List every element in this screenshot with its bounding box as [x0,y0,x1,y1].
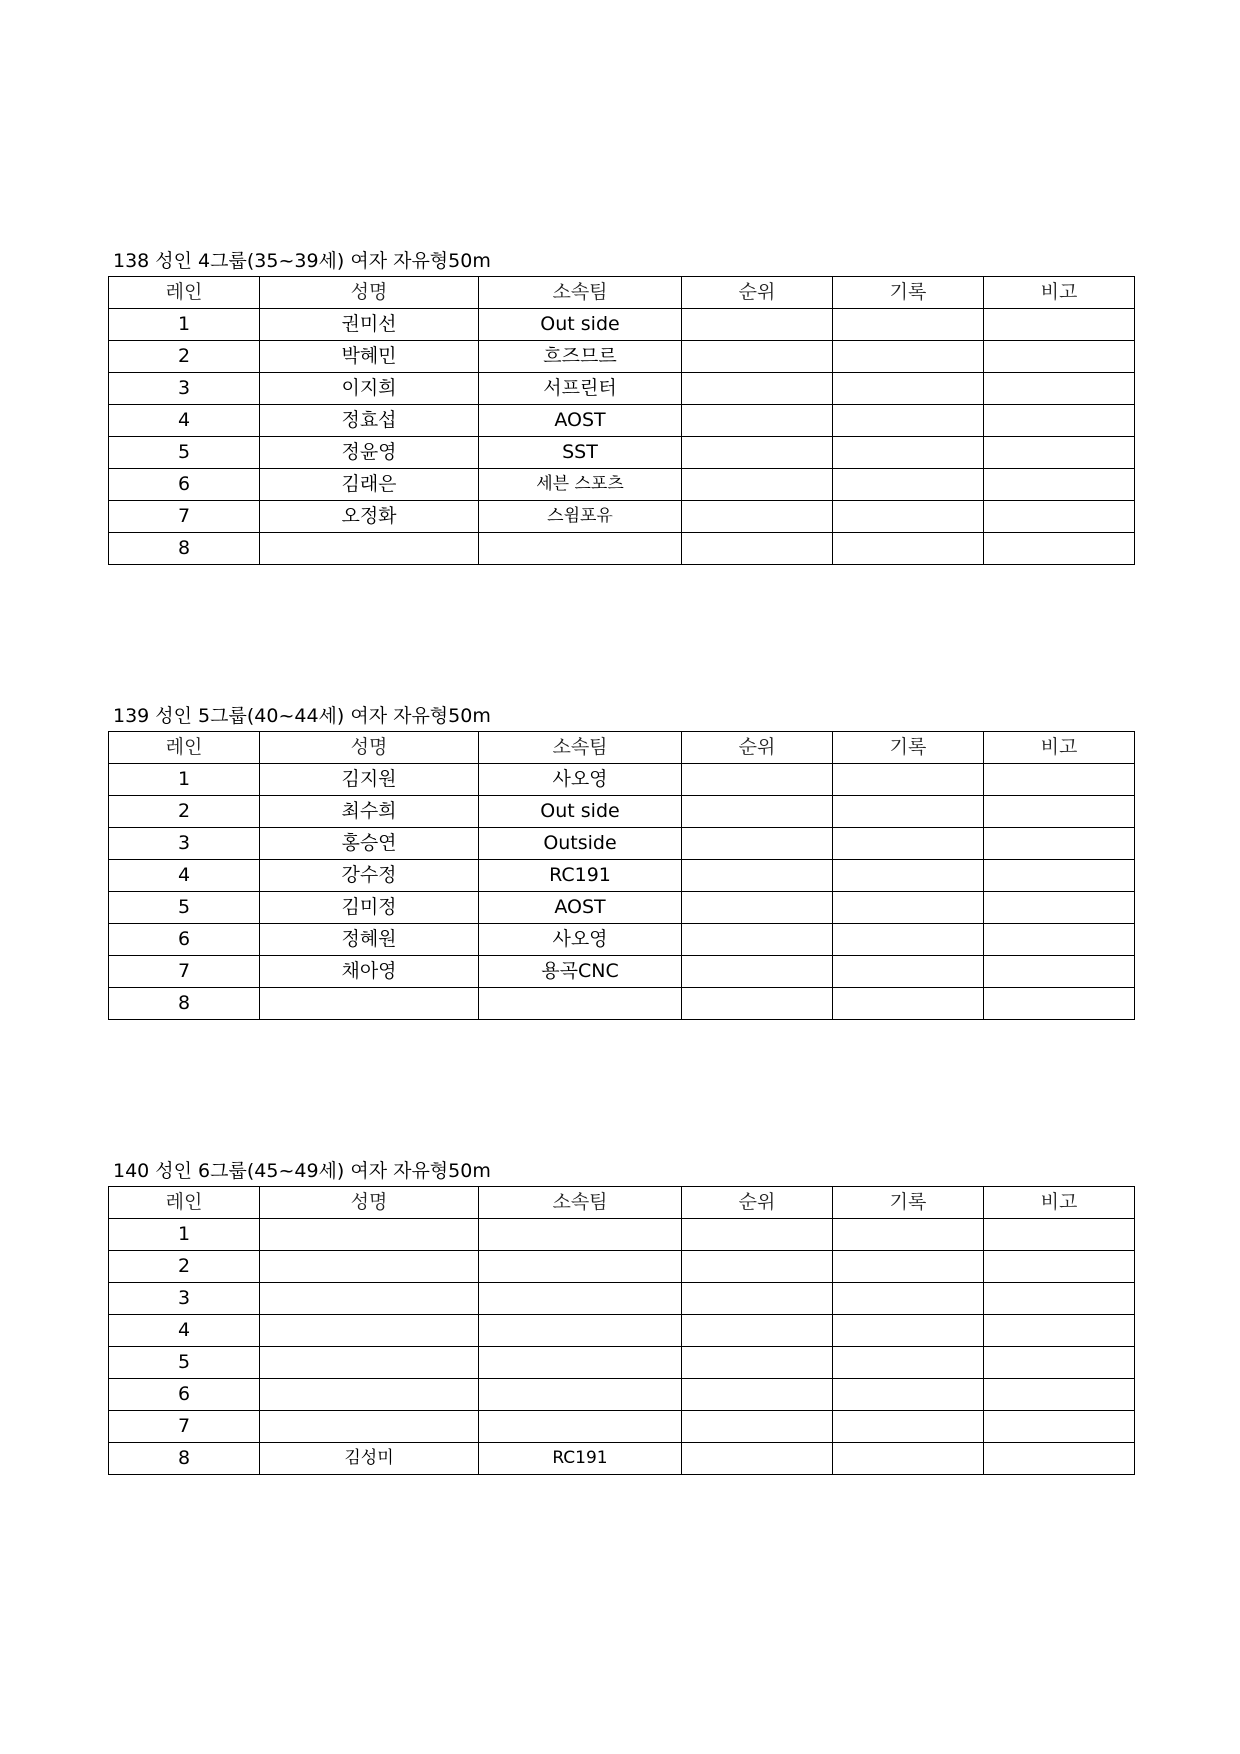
cell-record [833,309,984,341]
cell-rank [682,1347,833,1379]
table-row [109,956,1135,988]
cell-rank [682,956,833,988]
column-header-lane: 레인 [109,732,260,764]
cell-record [833,373,984,405]
cell-name [260,533,479,565]
cell-rank [682,892,833,924]
column-header-record: 기록 [833,1187,984,1219]
column-header-note: 비고 [984,277,1135,309]
cell-name: 이지희 [260,373,479,405]
event-section [108,1160,1134,1475]
cell-note [984,405,1135,437]
cell-note [984,1315,1135,1347]
table-row [109,1411,1135,1443]
cell-lane: 2 [109,341,260,373]
cell-team: RC191 [479,1443,682,1475]
cell-name [260,1315,479,1347]
cell-team [479,1347,682,1379]
cell-record [833,924,984,956]
event-title: 140 성인 6그룹(45~49세) 여자 자유형50m [113,1160,491,1182]
cell-lane: 8 [109,533,260,565]
cell-note [984,373,1135,405]
cell-record [833,1443,984,1475]
cell-lane: 8 [109,1443,260,1475]
cell-name: 오정화 [260,501,479,533]
cell-name: 김미정 [260,892,479,924]
event-title: 139 성인 5그룹(40~44세) 여자 자유형50m [113,705,491,727]
cell-record [833,1219,984,1251]
cell-team: Out side [479,796,682,828]
cell-lane: 3 [109,828,260,860]
table-row [109,501,1135,533]
cell-note [984,892,1135,924]
cell-name: 정효섭 [260,405,479,437]
cell-note [984,796,1135,828]
column-header-record: 기록 [833,277,984,309]
cell-team: AOST [479,405,682,437]
table-row [109,1251,1135,1283]
cell-lane: 1 [109,309,260,341]
cell-note [984,309,1135,341]
cell-name [260,1379,479,1411]
cell-lane: 5 [109,892,260,924]
cell-team: RC191 [479,860,682,892]
cell-name [260,1347,479,1379]
cell-team: 흐즈므르 [479,341,682,373]
column-header-team: 소속팀 [479,277,682,309]
cell-name: 김성미 [260,1443,479,1475]
column-header-team: 소속팀 [479,732,682,764]
event-section [108,250,1134,565]
cell-lane: 5 [109,1347,260,1379]
cell-team: 용곡CNC [479,956,682,988]
table-row [109,924,1135,956]
cell-note [984,1379,1135,1411]
cell-lane: 1 [109,764,260,796]
column-header-note: 비고 [984,1187,1135,1219]
table-header-row [109,732,1135,764]
cell-team: 세븐 스포츠 [479,469,682,501]
column-header-rank: 순위 [682,732,833,764]
table-row [109,988,1135,1020]
cell-record [833,956,984,988]
cell-rank [682,1315,833,1347]
table-row [109,764,1135,796]
column-header-lane: 레인 [109,1187,260,1219]
cell-record [833,860,984,892]
cell-rank [682,1379,833,1411]
cell-team [479,1251,682,1283]
cell-record [833,1347,984,1379]
heat-table [108,1186,1135,1475]
table-header-row [109,1187,1135,1219]
cell-team: 스윔포유 [479,501,682,533]
event-title: 138 성인 4그룹(35~39세) 여자 자유형50m [113,250,491,272]
table-row [109,1283,1135,1315]
cell-note [984,1251,1135,1283]
cell-note [984,956,1135,988]
cell-rank [682,828,833,860]
cell-lane: 6 [109,469,260,501]
cell-rank [682,437,833,469]
cell-name: 김래은 [260,469,479,501]
cell-note [984,437,1135,469]
cell-name: 강수정 [260,860,479,892]
cell-team [479,988,682,1020]
table-row [109,860,1135,892]
column-header-lane: 레인 [109,277,260,309]
cell-rank [682,1219,833,1251]
cell-rank [682,373,833,405]
cell-name: 정윤영 [260,437,479,469]
cell-rank [682,469,833,501]
cell-record [833,1251,984,1283]
cell-team: Out side [479,309,682,341]
cell-team: AOST [479,892,682,924]
table-row [109,533,1135,565]
cell-team [479,1379,682,1411]
cell-record [833,341,984,373]
cell-note [984,1411,1135,1443]
cell-rank [682,764,833,796]
cell-note [984,764,1135,796]
cell-name [260,1283,479,1315]
cell-rank [682,533,833,565]
cell-record [833,1379,984,1411]
cell-note [984,1283,1135,1315]
cell-rank [682,988,833,1020]
cell-record [833,437,984,469]
cell-lane: 4 [109,860,260,892]
table-row [109,1379,1135,1411]
cell-lane: 4 [109,405,260,437]
cell-team [479,1315,682,1347]
table-row [109,469,1135,501]
column-header-note: 비고 [984,732,1135,764]
cell-record [833,988,984,1020]
cell-name: 채아영 [260,956,479,988]
table-row [109,828,1135,860]
cell-name [260,1411,479,1443]
cell-rank [682,341,833,373]
cell-rank [682,1283,833,1315]
table-row [109,1443,1135,1475]
cell-name [260,1219,479,1251]
cell-record [833,892,984,924]
cell-lane: 3 [109,373,260,405]
cell-record [833,796,984,828]
cell-record [833,1411,984,1443]
cell-team [479,1411,682,1443]
cell-team: Outside [479,828,682,860]
cell-rank [682,405,833,437]
cell-note [984,341,1135,373]
column-header-name: 성명 [260,732,479,764]
cell-lane: 1 [109,1219,260,1251]
cell-rank [682,1443,833,1475]
cell-rank [682,1251,833,1283]
cell-name: 최수희 [260,796,479,828]
cell-record [833,533,984,565]
cell-rank [682,796,833,828]
cell-team [479,533,682,565]
cell-note [984,860,1135,892]
column-header-record: 기록 [833,732,984,764]
cell-lane: 6 [109,924,260,956]
column-header-rank: 순위 [682,1187,833,1219]
cell-lane: 2 [109,1251,260,1283]
cell-record [833,469,984,501]
cell-lane: 3 [109,1283,260,1315]
cell-name [260,1251,479,1283]
cell-name: 홍승연 [260,828,479,860]
column-header-name: 성명 [260,277,479,309]
cell-lane: 2 [109,796,260,828]
table-row [109,309,1135,341]
cell-team [479,1283,682,1315]
cell-record [833,828,984,860]
column-header-rank: 순위 [682,277,833,309]
cell-lane: 7 [109,1411,260,1443]
heat-table [108,276,1135,565]
table-row [109,892,1135,924]
cell-name [260,988,479,1020]
cell-rank [682,309,833,341]
cell-rank [682,924,833,956]
cell-lane: 4 [109,1315,260,1347]
cell-record [833,764,984,796]
cell-record [833,1283,984,1315]
cell-team: SST [479,437,682,469]
cell-name: 김지원 [260,764,479,796]
table-header-row [109,277,1135,309]
cell-name: 권미선 [260,309,479,341]
cell-rank [682,1411,833,1443]
cell-lane: 5 [109,437,260,469]
cell-record [833,501,984,533]
cell-rank [682,860,833,892]
table-row [109,373,1135,405]
cell-team: 서프린터 [479,373,682,405]
cell-lane: 6 [109,1379,260,1411]
table-row [109,1219,1135,1251]
cell-lane: 8 [109,988,260,1020]
heat-table [108,731,1135,1020]
cell-rank [682,501,833,533]
table-row [109,341,1135,373]
table-row [109,1315,1135,1347]
cell-note [984,828,1135,860]
cell-record [833,1315,984,1347]
cell-note [984,469,1135,501]
cell-note [984,533,1135,565]
cell-note [984,1219,1135,1251]
event-section [108,705,1134,1020]
cell-name: 정혜원 [260,924,479,956]
cell-record [833,405,984,437]
table-row [109,437,1135,469]
cell-name: 박혜민 [260,341,479,373]
cell-team [479,1219,682,1251]
cell-lane: 7 [109,501,260,533]
table-row [109,1347,1135,1379]
cell-note [984,1443,1135,1475]
table-row [109,796,1135,828]
column-header-team: 소속팀 [479,1187,682,1219]
table-row [109,405,1135,437]
cell-team: 사오영 [479,924,682,956]
cell-team: 사오영 [479,764,682,796]
cell-note [984,1347,1135,1379]
cell-note [984,924,1135,956]
cell-note [984,501,1135,533]
cell-note [984,988,1135,1020]
column-header-name: 성명 [260,1187,479,1219]
cell-lane: 7 [109,956,260,988]
